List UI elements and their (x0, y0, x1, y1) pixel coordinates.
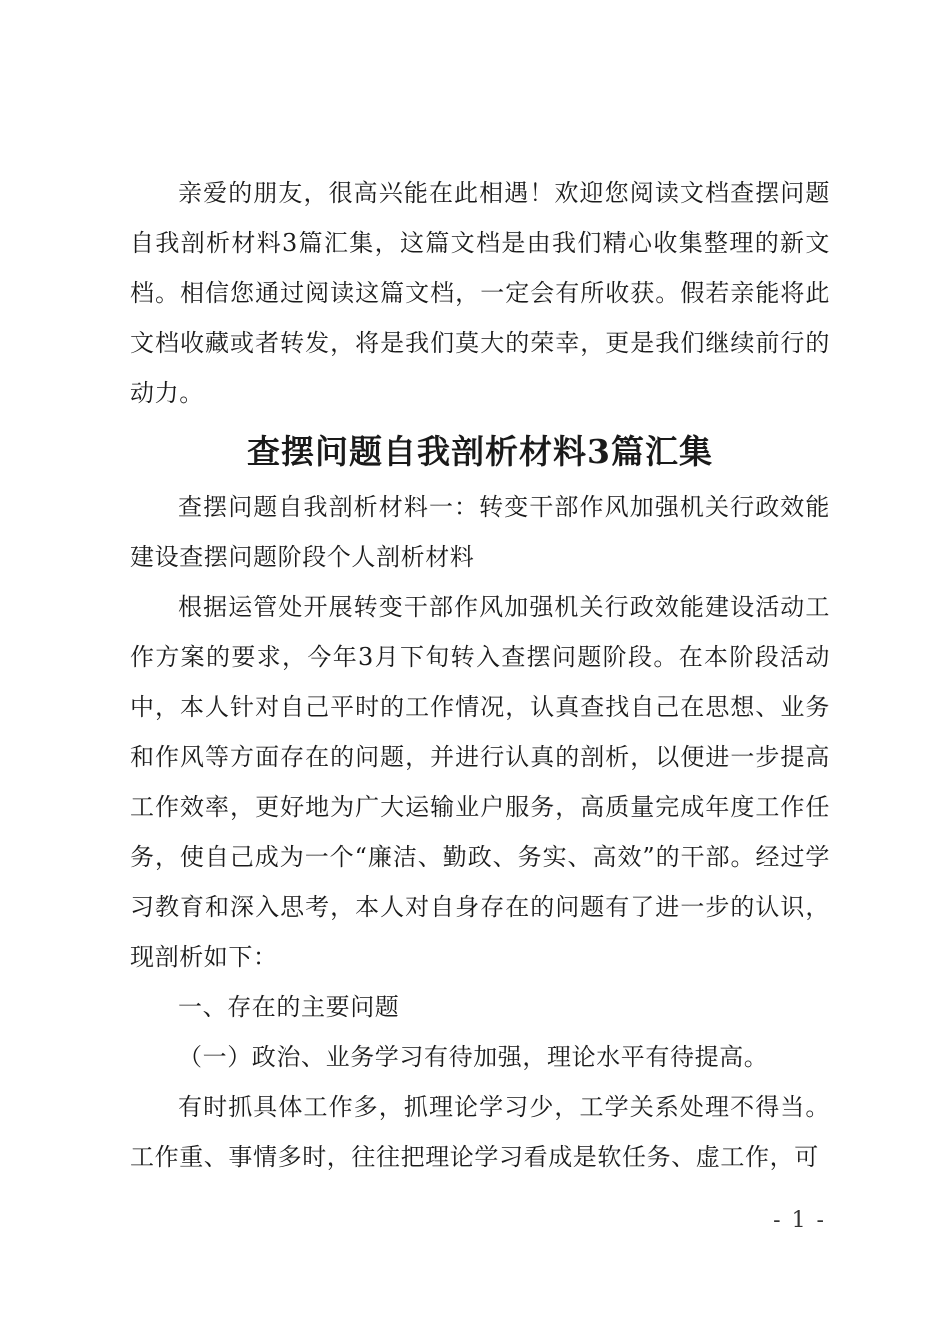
subheading-study: （一）政治、业务学习有待加强，理论水平有待提高。 (178, 1043, 769, 1071)
body-paragraph: 根据运管处开展转变干部作风加强机关行政效能建设活动工作方案的要求，今年3月下旬转入查摆问题阶段。在本阶段活动中，本人针对自己平时的工作情况，认真查找自己在思想、业务和作风等方面存在的问题，并进行认真的剖析，以便进一步提高工作效率，更好地为广大运输业户服务，高质量完成年度工作任务，使自己成为一个“廉洁、勤政、务实、高效”的干部。经过学习教育和深入思考，本人对自身存在的问题有了进一步的认识，现剖析如下： (130, 593, 830, 971)
document-body (130, 168, 830, 1182)
page-number: - 1 - (773, 1208, 826, 1233)
document-title: 查摆问题自我剖析材料3篇汇集 (247, 432, 713, 471)
intro-paragraph: 亲爱的朋友，很高兴能在此相遇！欢迎您阅读文档查摆问题自我剖析材料3篇汇集，这篇文档是由我们精心收集整理的新文档。相信您通过阅读这篇文档，一定会有所收获。假若亲能将此文档收藏或者转发，将是我们莫大的荣幸，更是我们继续前行的动力。 (130, 179, 830, 407)
section-heading-paragraph: 查摆问题自我剖析材料一：转变干部作风加强机关行政效能建设查摆问题阶段个人剖析材料 (130, 493, 830, 571)
body-paragraph-continued: 有时抓具体工作多，抓理论学习少，工学关系处理不得当。工作重、事情多时，往往把理论学习看成是软任务、虚工作，可 (130, 1093, 830, 1171)
heading-main-problems: 一、存在的主要问题 (178, 993, 400, 1021)
